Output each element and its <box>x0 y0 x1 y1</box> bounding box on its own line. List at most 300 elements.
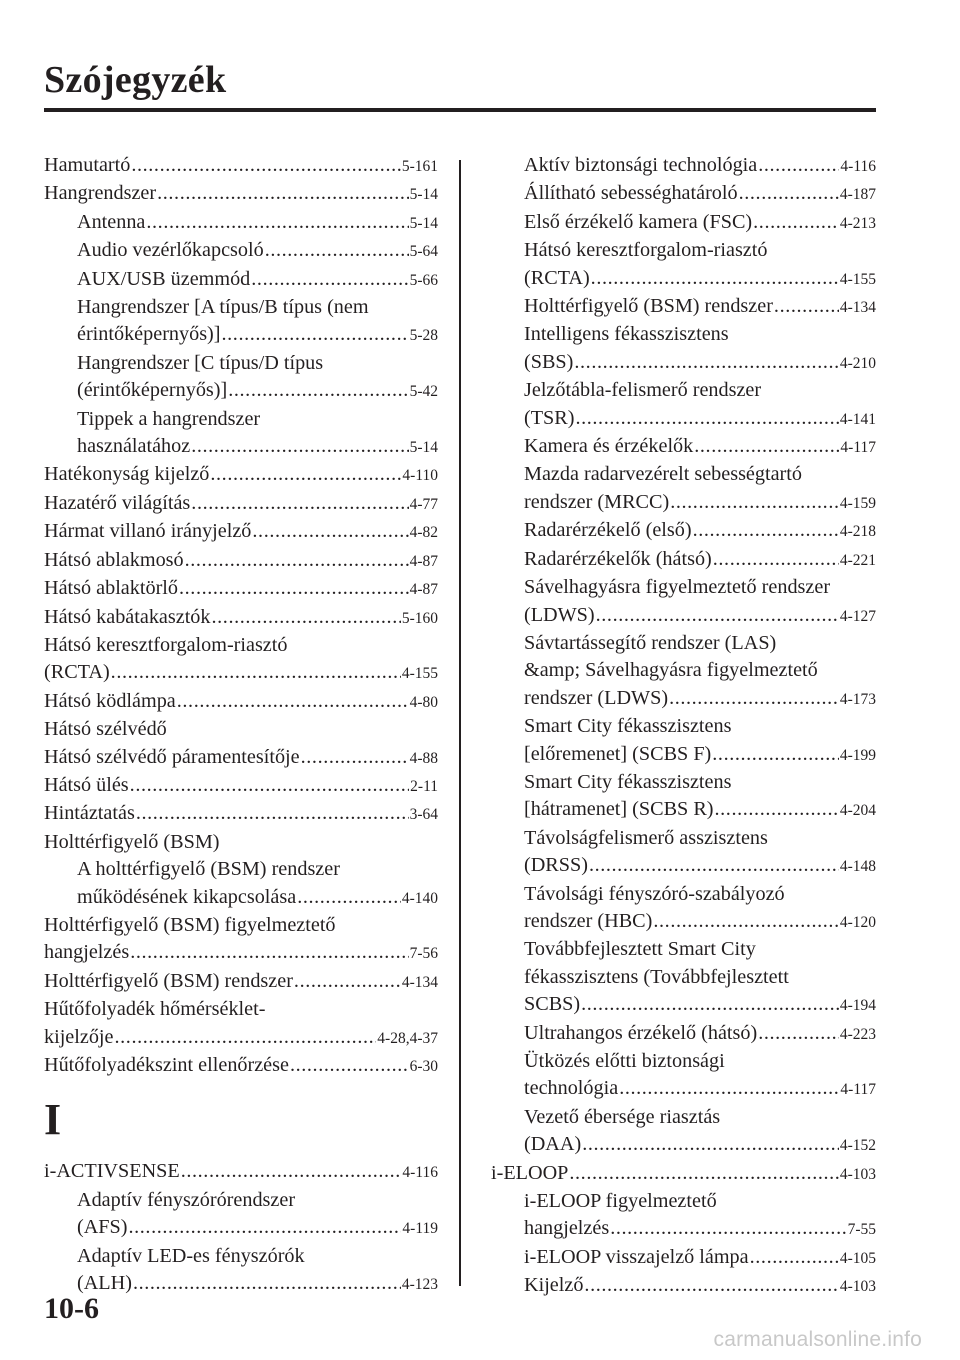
page-reference: 4-141 <box>839 410 876 428</box>
entry-row <box>524 293 876 321</box>
entry-text-line: Hátsó szélvédő <box>44 718 167 741</box>
page-reference: 4-87 <box>409 552 438 570</box>
dot-leader <box>228 377 408 404</box>
dot-leader <box>130 772 409 799</box>
entry-text-line: Smart City fékasszisztens <box>524 770 732 793</box>
entry-term: Audio vezérlőkapcsoló <box>77 239 264 262</box>
entry-row <box>524 209 876 237</box>
page-reference: 4-103 <box>839 1278 876 1296</box>
dot-leader <box>569 1160 838 1187</box>
index-entry <box>44 632 438 688</box>
entry-text-line: &amp; Sávelhagyásra figyelmeztető <box>524 659 818 682</box>
page-reference: 7-56 <box>409 945 438 963</box>
entry-text-line: Mazda radarvezérelt sebességtartó <box>524 463 802 486</box>
page-reference: 5-66 <box>409 271 438 289</box>
dot-leader <box>251 266 408 293</box>
index-entry <box>44 575 438 603</box>
entry-row <box>524 796 876 824</box>
page-reference: 6-30 <box>409 1058 438 1075</box>
entry-text-line: Hátsó keresztforgalom-riasztó <box>44 633 288 656</box>
page-reference: 4-213 <box>839 214 876 232</box>
index-entry <box>44 1187 438 1243</box>
index-entry <box>491 237 876 293</box>
entry-row <box>44 490 438 518</box>
entry-row <box>524 152 876 180</box>
dot-leader <box>131 152 400 179</box>
index-entry <box>491 1104 876 1160</box>
dot-leader <box>581 991 839 1018</box>
dot-leader <box>715 796 839 823</box>
entry-term: (SBS) <box>524 350 574 373</box>
index-entry <box>44 604 438 632</box>
entry-row <box>77 321 438 349</box>
entry-text-line: Távolságfelismerő asszisztens <box>524 826 768 849</box>
entry-text-line: Továbbfejlesztett Smart City <box>524 938 756 961</box>
entry-term: működésének kikapcsolása <box>77 885 297 908</box>
entry-text-line: Hűtőfolyadék hőmérséklet- <box>44 998 266 1021</box>
index-entry <box>44 1158 438 1186</box>
index-entry <box>491 1048 876 1104</box>
entry-term: Hármat villanó irányjelző <box>44 520 252 543</box>
entry-row <box>44 604 438 632</box>
page-reference: 4-116 <box>402 1164 438 1182</box>
dot-leader <box>739 180 839 207</box>
entry-row <box>77 377 438 405</box>
entry-term: (AFS) <box>77 1216 128 1239</box>
entry-row <box>524 602 876 630</box>
watermark-text: carmanualsonline.info <box>713 1328 922 1351</box>
entry-row <box>524 1244 876 1272</box>
dot-leader <box>290 1052 409 1079</box>
entry-term: Első érzékelő kamera (FSC) <box>524 210 753 233</box>
index-entry <box>44 266 438 294</box>
index-entry <box>491 825 876 881</box>
entry-term: rendszer (MRCC) <box>524 490 670 513</box>
dot-leader <box>694 433 839 460</box>
entry-text-line: Adaptív fényszórórendszer <box>77 1188 296 1211</box>
page-reference: 4-155 <box>401 665 438 683</box>
dot-leader <box>584 1272 838 1299</box>
dot-leader <box>115 1024 377 1051</box>
dot-leader <box>575 405 838 432</box>
entry-text-line: Sávelhagyásra figyelmeztető rendszer <box>524 576 831 599</box>
entry-row <box>77 433 438 461</box>
index-entry <box>44 518 438 546</box>
page-reference: 5-28 <box>409 327 438 345</box>
dot-leader <box>210 461 401 488</box>
page-reference: 4-82 <box>409 524 438 542</box>
entry-term: hangjelzés <box>524 1217 610 1240</box>
entry-term: Holttérfigyelő (BSM) rendszer <box>524 295 773 318</box>
page-reference: 4-80 <box>409 693 438 711</box>
page-reference: 5-161 <box>401 158 438 175</box>
dot-leader <box>619 1075 839 1102</box>
page-reference: 4-159 <box>839 494 876 512</box>
index-entry <box>491 574 876 630</box>
entry-term: technológia <box>524 1077 619 1100</box>
index-entry <box>44 744 438 772</box>
entry-row <box>44 1158 438 1186</box>
entry-row <box>524 1272 876 1300</box>
dot-leader <box>136 800 409 827</box>
title-divider <box>44 108 876 112</box>
entry-term: SCBS) <box>524 993 581 1016</box>
page-reference: 4-221 <box>839 551 876 569</box>
entry-text-line: Ütközés előtti biztonsági <box>524 1050 725 1072</box>
entry-term: (TSR) <box>524 406 575 429</box>
dot-leader <box>774 293 839 320</box>
entry-term: Antenna <box>77 210 146 233</box>
page-reference: 4-218 <box>839 523 876 541</box>
page-reference: 4-223 <box>839 1025 876 1043</box>
entry-text-line: Jelzőtábla-felismerő rendszer <box>524 379 762 402</box>
entry-term: Holttérfigyelő (BSM) rendszer <box>44 969 293 992</box>
entry-list-left-i <box>44 1158 438 1298</box>
page-reference: 4-204 <box>839 802 876 820</box>
index-entry <box>44 829 438 856</box>
dot-leader <box>133 1270 401 1297</box>
page-reference: 4-127 <box>839 607 876 625</box>
entry-text-line: i-ELOOP figyelmeztető <box>524 1190 717 1213</box>
entry-text-line: Vezető ébersége riasztás <box>524 1105 721 1128</box>
index-entry <box>44 772 438 800</box>
dot-leader <box>582 1131 839 1158</box>
entry-row <box>44 518 438 546</box>
dot-leader <box>693 517 839 544</box>
dot-leader <box>297 884 401 911</box>
dot-leader <box>758 1020 839 1047</box>
entry-row <box>44 772 438 800</box>
index-entry <box>491 321 876 377</box>
entry-text-line: Hátsó keresztforgalom-riasztó <box>524 239 768 262</box>
entry-term: Hátsó kabátakasztók <box>44 605 211 628</box>
index-entry <box>44 152 438 180</box>
index-entry <box>491 1020 876 1048</box>
entry-row <box>44 800 438 828</box>
index-entry <box>491 769 876 825</box>
dot-leader <box>669 685 839 712</box>
entry-term: rendszer (LDWS) <box>524 686 669 709</box>
page-reference: 4-210 <box>839 354 876 372</box>
entry-term: Radarérzékelő (első) <box>524 519 692 542</box>
entry-term: rendszer (HBC) <box>524 909 653 932</box>
entry-term: Hűtőfolyadékszint ellenőrzése <box>44 1054 289 1076</box>
entry-text-line: Intelligens fékasszisztens <box>524 323 729 346</box>
index-entry <box>491 152 876 180</box>
entry-term: Hátsó ablakmosó <box>44 548 184 571</box>
entry-row <box>44 1052 438 1080</box>
entry-row <box>524 685 876 713</box>
index-entry <box>44 716 438 743</box>
entry-term: Állítható sebességhatároló <box>524 182 738 205</box>
entry-term: használatához <box>77 435 191 458</box>
dot-leader <box>252 518 408 545</box>
entry-text-line: Sávtartássegítő rendszer (LAS) <box>524 631 777 654</box>
entry-row <box>524 991 876 1019</box>
entry-row <box>44 659 438 687</box>
index-entry <box>44 406 438 462</box>
entry-row <box>524 433 876 461</box>
page-reference: 4-123 <box>401 1276 438 1294</box>
dot-leader <box>750 1244 839 1271</box>
entry-row <box>524 852 876 880</box>
page-reference: 4-119 <box>402 1220 438 1238</box>
page-reference: 5-64 <box>409 243 438 261</box>
entry-row <box>77 1214 438 1242</box>
entry-term: (DRSS) <box>524 854 588 877</box>
index-entry <box>44 294 438 350</box>
entry-text-line: Holttérfigyelő (BSM) figyelmeztető <box>44 913 336 936</box>
entry-list-right <box>491 152 876 1301</box>
index-entry <box>44 180 438 208</box>
entry-text-line: Hangrendszer [A típus/B típus (nem <box>77 296 369 319</box>
dot-leader <box>294 968 401 995</box>
dot-leader <box>610 1215 846 1242</box>
dot-leader <box>758 152 839 179</box>
entry-term: hangjelzés <box>44 941 130 964</box>
page-reference: 4-77 <box>409 495 438 513</box>
page-reference: 5-42 <box>409 383 438 401</box>
entry-row <box>44 547 438 575</box>
entry-text-line: Távolsági fényszóró-szabályozó <box>524 882 785 905</box>
page-reference: 4-87 <box>409 581 438 599</box>
page-reference: 2-11 <box>410 777 438 795</box>
dot-leader <box>181 1158 402 1185</box>
page-reference: 3-64 <box>409 806 438 824</box>
page-reference: 4-116 <box>840 158 876 175</box>
entry-row <box>77 266 438 294</box>
dot-leader <box>753 209 839 236</box>
index-column-left <box>44 152 438 1298</box>
page-reference: 4-134 <box>401 973 438 991</box>
page-reference: 5-160 <box>401 609 438 627</box>
dot-leader <box>591 265 839 292</box>
page-reference: 5-14 <box>409 439 438 457</box>
page-reference: 4-28,4-37 <box>377 1029 438 1047</box>
dot-leader <box>179 575 409 602</box>
entry-term: érintőképernyős)] <box>77 323 221 346</box>
entry-text-line: Holttérfigyelő (BSM) <box>44 830 220 853</box>
entry-term: [előremenet] (SCBS F) <box>524 742 712 765</box>
index-entry <box>491 546 876 574</box>
dot-leader <box>111 659 401 686</box>
entry-row <box>44 968 438 996</box>
index-entry <box>44 1052 438 1080</box>
entry-term: (érintőképernyős)] <box>77 379 228 402</box>
page-reference: 4-152 <box>839 1137 876 1155</box>
dot-leader <box>265 237 409 264</box>
dot-leader <box>130 939 408 966</box>
dot-leader <box>177 688 409 715</box>
entry-term: Hazatérő világítás <box>44 491 191 514</box>
page-reference: 7-55 <box>847 1221 876 1239</box>
index-entry <box>44 800 438 828</box>
index-entry <box>44 912 438 968</box>
entry-row <box>44 744 438 772</box>
page-reference: 4-117 <box>840 1081 876 1099</box>
entry-row <box>44 152 438 180</box>
index-entry <box>491 1244 876 1272</box>
section-letter: I <box>44 1095 62 1145</box>
column-divider <box>459 160 461 1286</box>
entry-row <box>524 741 876 769</box>
page-reference: 4-148 <box>839 858 876 876</box>
dot-leader <box>713 546 839 573</box>
entry-term: i-ELOOP visszajelző lámpa <box>524 1245 749 1268</box>
dot-leader <box>596 602 839 629</box>
entry-term: (DAA) <box>524 1133 582 1156</box>
page-reference: 4-105 <box>839 1249 876 1267</box>
dot-leader <box>222 321 409 348</box>
entry-row <box>524 180 876 208</box>
index-entry <box>491 1188 876 1244</box>
index-entry <box>491 936 876 1019</box>
index-entry <box>44 461 438 489</box>
entry-term: (RCTA) <box>524 266 590 289</box>
entry-term: Hatékonyság kijelző <box>44 463 210 486</box>
entry-row <box>524 546 876 574</box>
entry-term: Hátsó ködlámpa <box>44 689 176 712</box>
index-entry <box>44 856 438 912</box>
index-entry <box>491 517 876 545</box>
entry-term: Ultrahangos érzékelő (hátsó) <box>524 1021 758 1044</box>
entry-term: Hátsó ülés <box>44 773 129 796</box>
index-entry <box>44 996 438 1052</box>
index-entry <box>44 688 438 716</box>
entry-text-line: A holttérfigyelő (BSM) rendszer <box>77 858 340 881</box>
entry-text-line: Tippek a hangrendszer <box>77 407 261 430</box>
entry-term: Kamera és érzékelők <box>524 435 694 458</box>
dot-leader <box>191 433 408 460</box>
index-entry <box>44 209 438 237</box>
dot-leader <box>212 604 401 631</box>
index-entry <box>491 630 876 713</box>
index-entry <box>491 180 876 208</box>
entry-row <box>524 517 876 545</box>
entry-term: kijelzője <box>44 1025 114 1048</box>
entry-term: Hangrendszer <box>44 182 157 205</box>
index-entry <box>491 881 876 937</box>
index-entry <box>44 237 438 265</box>
page-title: Szójegyzék <box>44 59 227 101</box>
entry-text-line: fékasszisztens (Továbbfejlesztett <box>524 965 789 988</box>
dot-leader <box>712 741 839 768</box>
page-reference: 5-14 <box>409 186 438 204</box>
page-number: 10-6 <box>44 1292 99 1325</box>
page-reference: 4-140 <box>401 889 438 907</box>
entry-row <box>524 489 876 517</box>
entry-term: i-ACTIVSENSE <box>44 1160 180 1183</box>
page-reference: 4-103 <box>839 1165 876 1183</box>
index-entry <box>491 433 876 461</box>
entry-row <box>524 265 876 293</box>
page-reference: 4-120 <box>839 913 876 931</box>
entry-term: [hátramenet] (SCBS R) <box>524 798 714 821</box>
index-entry <box>491 209 876 237</box>
entry-row <box>524 349 876 377</box>
entry-term: Hátsó szélvédő páramentesítője <box>44 745 300 768</box>
entry-row <box>524 1075 876 1103</box>
page-reference: 4-194 <box>839 997 876 1015</box>
page-reference: 4-155 <box>839 270 876 288</box>
entry-term: Hintáztatás <box>44 802 135 825</box>
index-entry <box>44 547 438 575</box>
index-entry <box>491 1272 876 1300</box>
page-reference: 4-199 <box>839 746 876 764</box>
entry-row <box>44 1024 438 1052</box>
entry-row <box>44 575 438 603</box>
entry-text-line: Hangrendszer [C típus/D típus <box>77 351 324 374</box>
entry-row <box>44 939 438 967</box>
entry-list-left-h <box>44 152 438 1080</box>
index-entry <box>491 461 876 517</box>
entry-row <box>491 1160 876 1188</box>
entry-row <box>524 908 876 936</box>
entry-term: i-ELOOP <box>491 1161 569 1184</box>
page-reference: 4-88 <box>409 749 438 767</box>
index-entry <box>44 490 438 518</box>
index-entry <box>44 350 438 406</box>
entry-row <box>524 1131 876 1159</box>
page-reference: 4-134 <box>839 299 876 317</box>
index-entry <box>491 713 876 769</box>
index-entry <box>44 1243 438 1299</box>
entry-term: Radarérzékelők (hátsó) <box>524 547 712 570</box>
entry-row <box>524 1215 876 1243</box>
entry-row <box>44 180 438 208</box>
dot-leader <box>670 489 839 516</box>
index-entry <box>491 1160 876 1188</box>
index-entry <box>491 293 876 321</box>
entry-text-line: Adaptív LED-es fényszórók <box>77 1244 305 1267</box>
page-reference: 4-187 <box>839 186 876 204</box>
dot-leader <box>589 852 839 879</box>
entry-term: Kijelző <box>524 1274 584 1297</box>
dot-leader <box>146 209 408 236</box>
entry-row <box>44 461 438 489</box>
entry-row <box>524 405 876 433</box>
index-entry <box>44 968 438 996</box>
entry-row <box>44 688 438 716</box>
entry-term: Hátsó ablaktörlő <box>44 577 178 600</box>
entry-row <box>524 1020 876 1048</box>
entry-term: (RCTA) <box>44 661 110 684</box>
entry-text-line: Smart City fékasszisztens <box>524 715 732 738</box>
entry-term: Hamutartó <box>44 154 131 176</box>
dot-leader <box>301 744 409 771</box>
dot-leader <box>191 490 408 517</box>
dot-leader <box>653 908 838 935</box>
entry-term: AUX/USB üzemmód <box>77 267 251 290</box>
dot-leader <box>128 1214 401 1241</box>
index-entry <box>491 377 876 433</box>
entry-term: (ALH) <box>77 1272 132 1295</box>
entry-row <box>77 1270 438 1298</box>
page-reference: 5-14 <box>409 214 438 232</box>
dot-leader <box>574 349 838 376</box>
dot-leader <box>185 547 409 574</box>
page-reference: 4-173 <box>839 690 876 708</box>
entry-row <box>77 884 438 912</box>
entry-term: (LDWS) <box>524 603 595 626</box>
page-reference: 4-110 <box>402 467 438 485</box>
index-column-right <box>491 152 876 1301</box>
entry-row <box>77 237 438 265</box>
page-reference: 4-117 <box>840 439 876 457</box>
entry-row <box>77 209 438 237</box>
dot-leader <box>157 180 408 207</box>
entry-term: Aktív biztonsági technológia <box>524 154 758 176</box>
